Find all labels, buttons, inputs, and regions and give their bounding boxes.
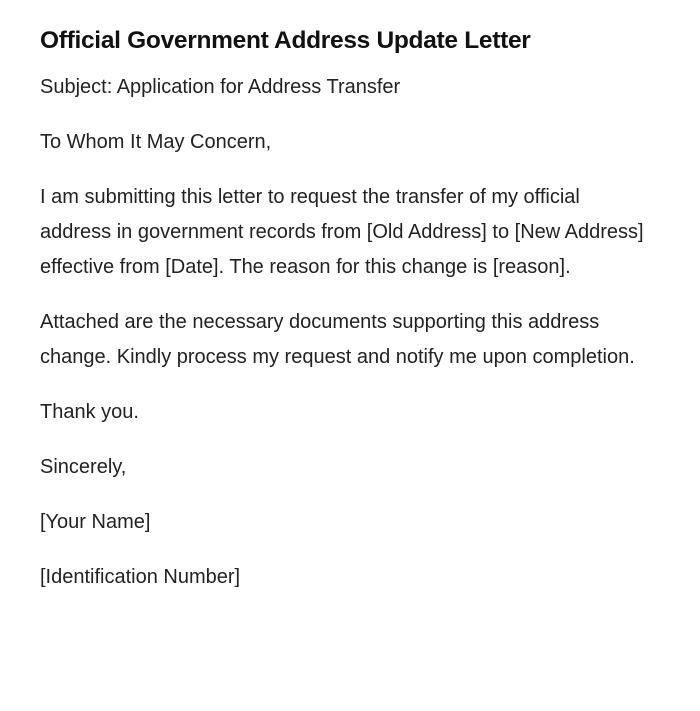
letter-body-paragraph-2: Attached are the necessary documents supporting this address change. Kindly process my request and notify me upon completion. xyxy=(40,311,635,368)
letter-document xyxy=(40,22,645,615)
signature-name-placeholder: [Your Name] xyxy=(40,511,151,533)
letter-salutation: To Whom It May Concern, xyxy=(40,131,272,153)
letter-closing: Sincerely, xyxy=(40,456,127,478)
letter-body-paragraph-1: I am submitting this letter to request the transfer of my official address in government records from [Old Address] to [New Address] effective from [Date]. The reason for this change is [reason]. xyxy=(40,186,644,278)
letter-subject: Subject: Application for Address Transfer xyxy=(40,76,401,98)
letter-title: Official Government Address Update Letter xyxy=(40,27,531,54)
identification-number-placeholder: [Identification Number] xyxy=(40,566,241,588)
letter-thanks: Thank you. xyxy=(40,401,139,423)
